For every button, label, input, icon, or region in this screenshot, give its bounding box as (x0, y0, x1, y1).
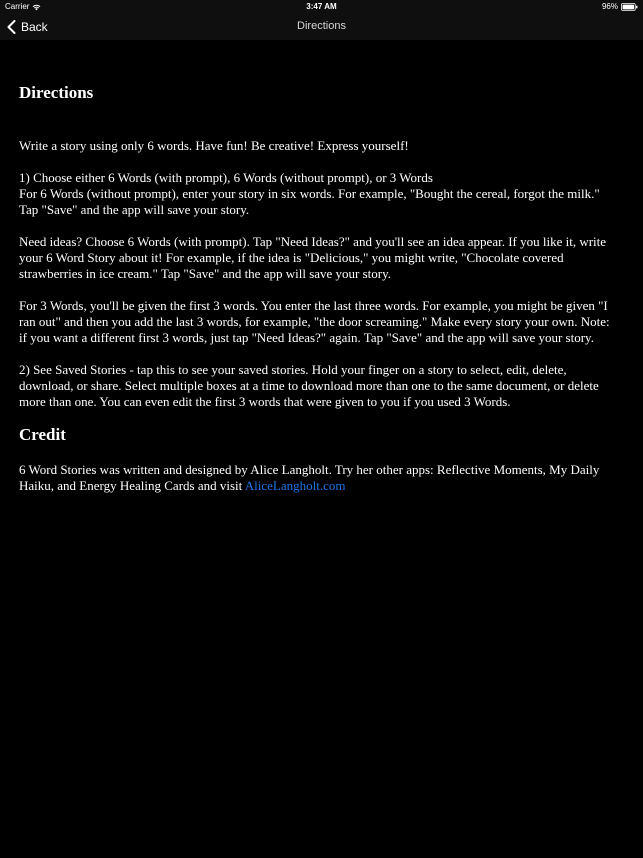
credit-heading: Credit (19, 425, 66, 444)
status-time: 3:47 AM (306, 2, 337, 11)
saved-stories-text: 2) See Saved Stories - tap this to see your saved stories. Hold your finger on a story to select, edit, delete, download, or share. Select multiple boxes at a time to download more than one to the same document, or delete more than one. You can even edit the first 3 words that were given to you if you used 3 Words. (19, 362, 599, 409)
directions-content (19, 82, 619, 494)
battery-icon (621, 3, 638, 11)
ideas-text: Need ideas? Choose 6 Words (with prompt). Tap "Need Ideas?" and you'll see an idea appear. If you like it, write your 6 Word Story about it! For example, if the idea is "Delicious," you might write, "Chocolate covered strawberries in ice cream." Tap "Save" and the app will save your story. (19, 234, 607, 281)
section-1-title: 1) Choose either 6 Words (with prompt), 6 Words (without prompt), or 3 Words (19, 170, 433, 185)
status-bar (0, 0, 643, 14)
page-title: Directions (19, 83, 94, 102)
three-words-text: For 3 Words, you'll be given the first 3 words. You enter the last three words. For example, you might be given "I ran out" and then you add the last 3 words, for example, "the door screaming." Make every story your own. Note: if you want a different first 3 words, just tap "Need Ideas?" again. Tap "Save" and the app will save your story. (19, 298, 610, 345)
credit-body: 6 Word Stories was written and designed by Alice Langholt. Try her other apps: Reflective Moments, My Daily Haiku, and Energy Healing Cards and visit (19, 462, 600, 493)
credit-text (19, 462, 619, 494)
navigation-bar (0, 14, 643, 40)
battery-percent: 96% (601, 2, 618, 11)
carrier-label: Carrier (5, 2, 30, 11)
website-link[interactable]: AliceLangholt.com (244, 478, 346, 493)
intro-text: Write a story using only 6 words. Have fun! Be creative! Express yourself! (19, 138, 409, 153)
back-label: Back (21, 20, 48, 34)
nav-title: Directions (297, 20, 346, 32)
status-right (602, 2, 638, 11)
section-1-body: For 6 Words (without prompt), enter your story in six words. For example, "Bought the cereal, forgot the milk." Tap "Save" and the app will save your story. (19, 186, 600, 217)
